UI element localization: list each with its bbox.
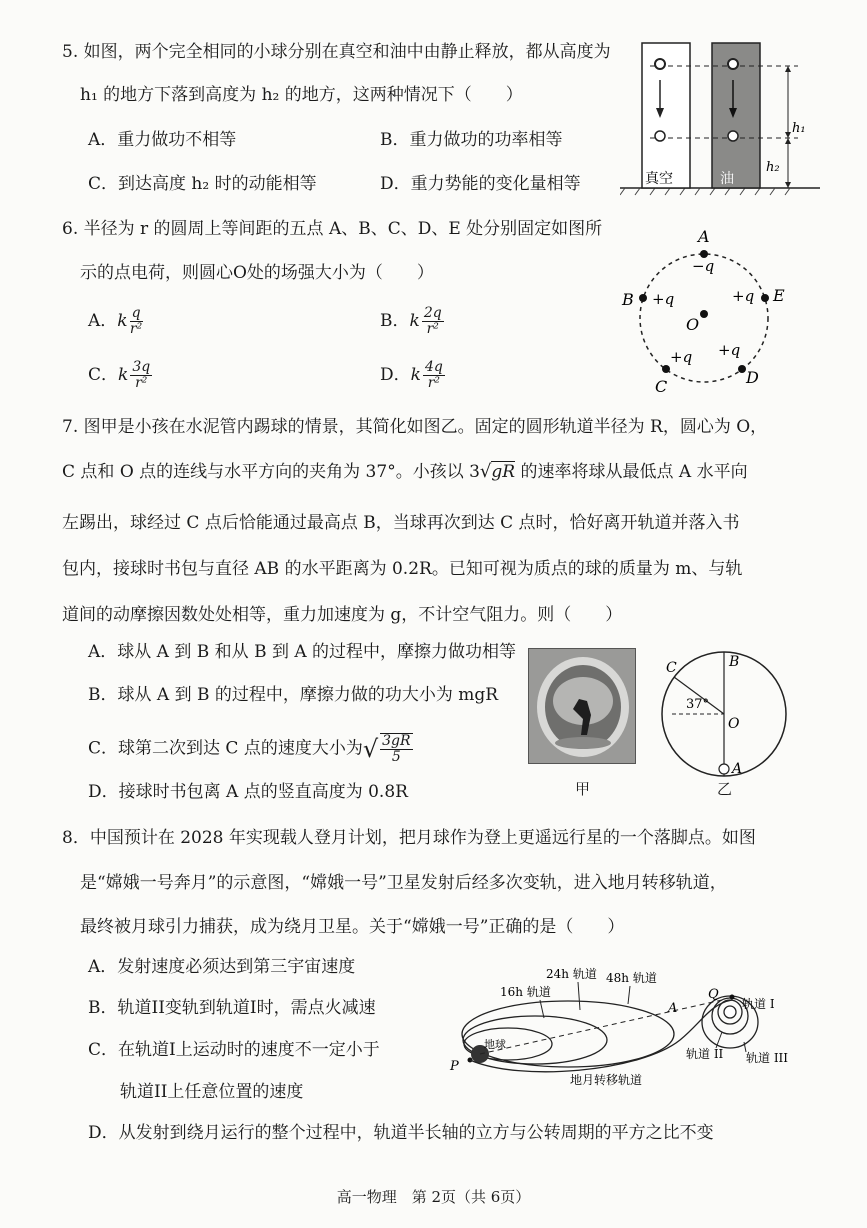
q7-option-d[interactable]: D．接球时书包离 A 点的竖直高度为 0.8R — [88, 782, 408, 802]
q8-label-16h: 16h 轨道 — [500, 985, 551, 999]
q7-option-a[interactable]: A．球从 A 到 B 和从 B 到 A 的过程中，摩擦力做功相等 — [88, 642, 517, 662]
q6-charge-e: +q — [732, 287, 755, 305]
q7-line2: C 点和 O 点的连线与水平方向的夹角为 37°。小孩以 3√gR 的速率将球从最低点 A 水平向 — [62, 461, 748, 482]
q7-photo-illustration — [529, 649, 635, 763]
q7-figure-yi — [652, 642, 802, 782]
q7-option-b[interactable]: B．球从 A 到 B 的过程中，摩擦力做的功大小为 mgR — [88, 685, 499, 705]
q6-option-a[interactable]: A．k $\frac{q}{\text{r²}}$ — [88, 305, 143, 337]
q6-label-e: E — [773, 286, 785, 305]
q7-label-b: B — [729, 654, 740, 670]
sqrt-sign: √ — [362, 735, 379, 763]
q5-option-d[interactable]: D．重力势能的变化量相等 — [380, 174, 581, 194]
q8-label-48h: 48h 轨道 — [606, 971, 657, 985]
q8-label-orbit-ii: 轨道 II — [686, 1047, 724, 1061]
q5-line2: h₁ 的地方下落到高度为 h₂ 的地方，这两种情况下（ ） — [80, 85, 523, 105]
q6-option-c[interactable]: C．k $\frac{3q}{\text{r²}}$ — [88, 359, 151, 391]
q8-label-a: A — [668, 1001, 678, 1016]
q8-option-d[interactable]: D．从发射到绕月运行的整个过程中，轨道半长轴的立方与公转周期的平方之比不变 — [88, 1123, 714, 1143]
q7-label-o: O — [728, 716, 740, 732]
q6-charge-d: +q — [718, 341, 741, 359]
q7-angle: 37° — [686, 697, 710, 712]
q7-option-c[interactable]: C．球第二次到达 C 点的速度大小为√ $\frac{3gR}{5}$ — [88, 733, 411, 765]
q8-label-q: Q — [708, 987, 719, 1002]
q7-line1: 7. 图甲是小孩在水泥管内踢球的情景，其简化如图乙。固定的圆形轨道半径为 R，圆心为 O， — [62, 417, 768, 437]
q8-option-c-cont: 轨道II上任意位置的速度 — [120, 1082, 304, 1102]
q7-caption-jia: 甲 — [575, 780, 591, 798]
q6-option-d[interactable]: D．k $\frac{4q}{\text{r²}}$ — [380, 359, 443, 391]
q6-label-a: A — [698, 227, 710, 246]
fraction: $\frac{2q}{\text{r²}}$ — [423, 305, 442, 337]
q8-option-c[interactable]: C．在轨道I上运动时的速度不一定小于 — [88, 1040, 380, 1060]
q8-line3: 最终被月球引力捕获，成为绕月卫星。关于“嫦娥一号”正确的是（ ） — [80, 917, 625, 937]
q6-line1: 6. 半径为 r 的圆周上等间距的五点 A、B、C、D、E 处分别固定如图所 — [62, 219, 603, 239]
q5-option-c[interactable]: C．到达高度 h₂ 时的动能相等 — [88, 174, 317, 194]
q7-photo-jia — [528, 648, 636, 764]
q7-caption-yi: 乙 — [717, 780, 733, 798]
q5-label-h2: h₂ — [766, 160, 780, 175]
q6-option-b[interactable]: B．k $\frac{2q}{\text{r²}}$ — [380, 305, 442, 337]
q5-option-b[interactable]: B．重力做功的功率相等 — [380, 130, 563, 150]
q8-line2: 是“嫦娥一号奔月”的示意图，“嫦娥一号”卫星发射后经多次变轨，进入地月转移轨道， — [80, 873, 727, 893]
q8-label-earth: 地球 — [484, 1038, 506, 1051]
q8-option-b[interactable]: B．轨道II变轨到轨道I时，需点火减速 — [88, 998, 376, 1018]
q6-label-c: C — [655, 377, 668, 396]
q7-label-a: A — [732, 761, 743, 777]
q6-label-b: B — [622, 290, 634, 309]
q6-line2: 示的点电荷，则圆心O处的场强大小为（ ） — [80, 263, 434, 283]
q8-label-p: P — [450, 1059, 459, 1074]
q6-charge-c: +q — [670, 348, 693, 366]
q7-label-c: C — [666, 660, 677, 676]
fraction: $\frac{4q}{\text{r²}}$ — [424, 359, 443, 391]
q6-figure — [612, 222, 812, 400]
q8-label-transfer: 地月转移轨道 — [570, 1073, 643, 1087]
q8-line1: 8．中国预计在 2028 年实现载人登月计划，把月球作为登上更遥远行星的一个落脚点。如图 — [62, 828, 756, 848]
page-footer: 高一物理 第 2页（共 6页） — [336, 1188, 531, 1206]
fraction: $\frac{3gR}{5}$ — [382, 733, 411, 765]
sqrt-sign: √ — [479, 461, 492, 482]
q8-label-orbit-iii: 轨道 III — [746, 1051, 789, 1065]
q8-label-orbit-i: 轨道 I — [742, 997, 775, 1011]
fraction: $\frac{q}{\text{r²}}$ — [129, 305, 143, 337]
q5-label-vacuum: 真空 — [645, 171, 673, 187]
q6-label-o: O — [686, 315, 700, 334]
q7-line4: 包内，接球时书包与直径 AB 的水平距离为 0.2R。已知可视为质点的球的质量为 m、与轨 — [62, 559, 743, 579]
q8-label-24h: 24h 轨道 — [546, 967, 597, 981]
q6-charge-b: +q — [652, 290, 675, 308]
q7-line5: 道间的动摩擦因数处处相等，重力加速度为 g，不计空气阻力。则（ ） — [62, 605, 623, 625]
q5-label-h1: h₁ — [792, 121, 806, 136]
q5-label-oil: 油 — [720, 171, 734, 187]
fraction: $\frac{3q}{\text{r²}}$ — [132, 359, 151, 391]
q5-option-a[interactable]: A．重力做功不相等 — [88, 130, 237, 150]
q6-label-d: D — [746, 368, 759, 387]
q7-line3: 左踢出，球经过 C 点后恰能通过最高点 B，当球再次到达 C 点时，恰好离开轨道并落入书 — [62, 513, 740, 533]
q8-option-a[interactable]: A．发射速度必须达到第三宇宙速度 — [88, 957, 356, 977]
q8-figure — [440, 962, 840, 1092]
q5-figure — [620, 38, 820, 198]
q6-charge-a: −q — [692, 257, 715, 275]
q5-line1: 5. 如图，两个完全相同的小球分别在真空和油中由静止释放，都从高度为 — [62, 42, 611, 62]
